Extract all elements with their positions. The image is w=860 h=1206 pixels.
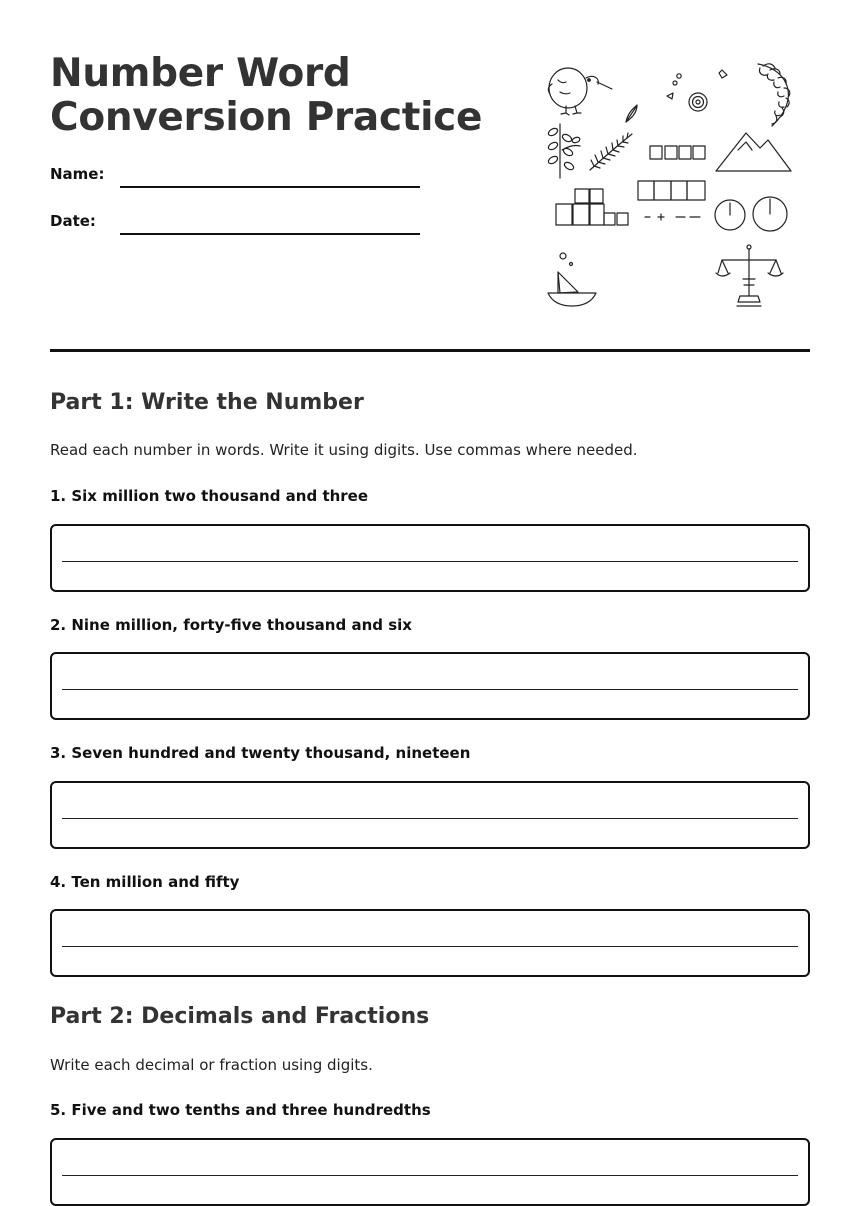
boat-icon: [548, 253, 596, 306]
place-value-boxes-icon: [650, 146, 705, 159]
wreath-icon: [758, 64, 790, 126]
fern-icon: [590, 133, 632, 170]
answer-line: [62, 818, 798, 819]
spiral-shell-icon: [689, 93, 707, 111]
part2-title: Part 2: Decimals and Fractions: [50, 1004, 430, 1029]
answer-box-4[interactable]: [50, 909, 810, 977]
question-3-label: 3. Seven hundred and twenty thousand, nineteen: [50, 744, 471, 762]
kiwi-bird-icon: [548, 68, 612, 115]
balance-scale-icon: [716, 245, 783, 306]
question-1-label: 1. Six million two thousand and three: [50, 487, 369, 505]
mountain-icon: [716, 133, 791, 171]
leaf-icon: [626, 105, 637, 122]
clock-face-icon: [715, 197, 787, 231]
worksheet-title: [50, 52, 482, 140]
part1-instructions: Read each number in words. Write it using digits. Use commas where needed.: [50, 441, 638, 459]
illustration-cluster: [540, 56, 810, 314]
base-ten-blocks-icon: [556, 189, 628, 225]
date-line[interactable]: [120, 233, 420, 235]
answer-line: [62, 561, 798, 562]
part1-title: Part 1: Write the Number: [50, 390, 364, 415]
answer-box-5[interactable]: [50, 1138, 810, 1206]
header-divider: [50, 349, 810, 352]
name-line[interactable]: [120, 186, 420, 188]
answer-box-2[interactable]: [50, 652, 810, 720]
question-2-label: 2. Nine million, forty-five thousand and six: [50, 616, 412, 634]
title-line-2: Conversion Practice: [50, 95, 483, 140]
date-label: Date:: [50, 212, 96, 230]
question-4-label: 4. Ten million and fifty: [50, 873, 240, 891]
title-line-1: Number Word: [50, 51, 351, 96]
answer-line: [62, 946, 798, 947]
name-label: Name:: [50, 165, 105, 183]
operation-signs-icon: [645, 214, 700, 220]
question-5-label: 5. Five and two tenths and three hundredths: [50, 1101, 431, 1119]
plant-icon: [547, 124, 580, 178]
part2-instructions: Write each decimal or fraction using digits.: [50, 1056, 373, 1074]
bubbles-icon: [667, 70, 727, 99]
large-place-value-boxes-icon: [638, 181, 705, 200]
answer-box-1[interactable]: [50, 524, 810, 592]
answer-line: [62, 1175, 798, 1176]
answer-box-3[interactable]: [50, 781, 810, 849]
answer-line: [62, 689, 798, 690]
